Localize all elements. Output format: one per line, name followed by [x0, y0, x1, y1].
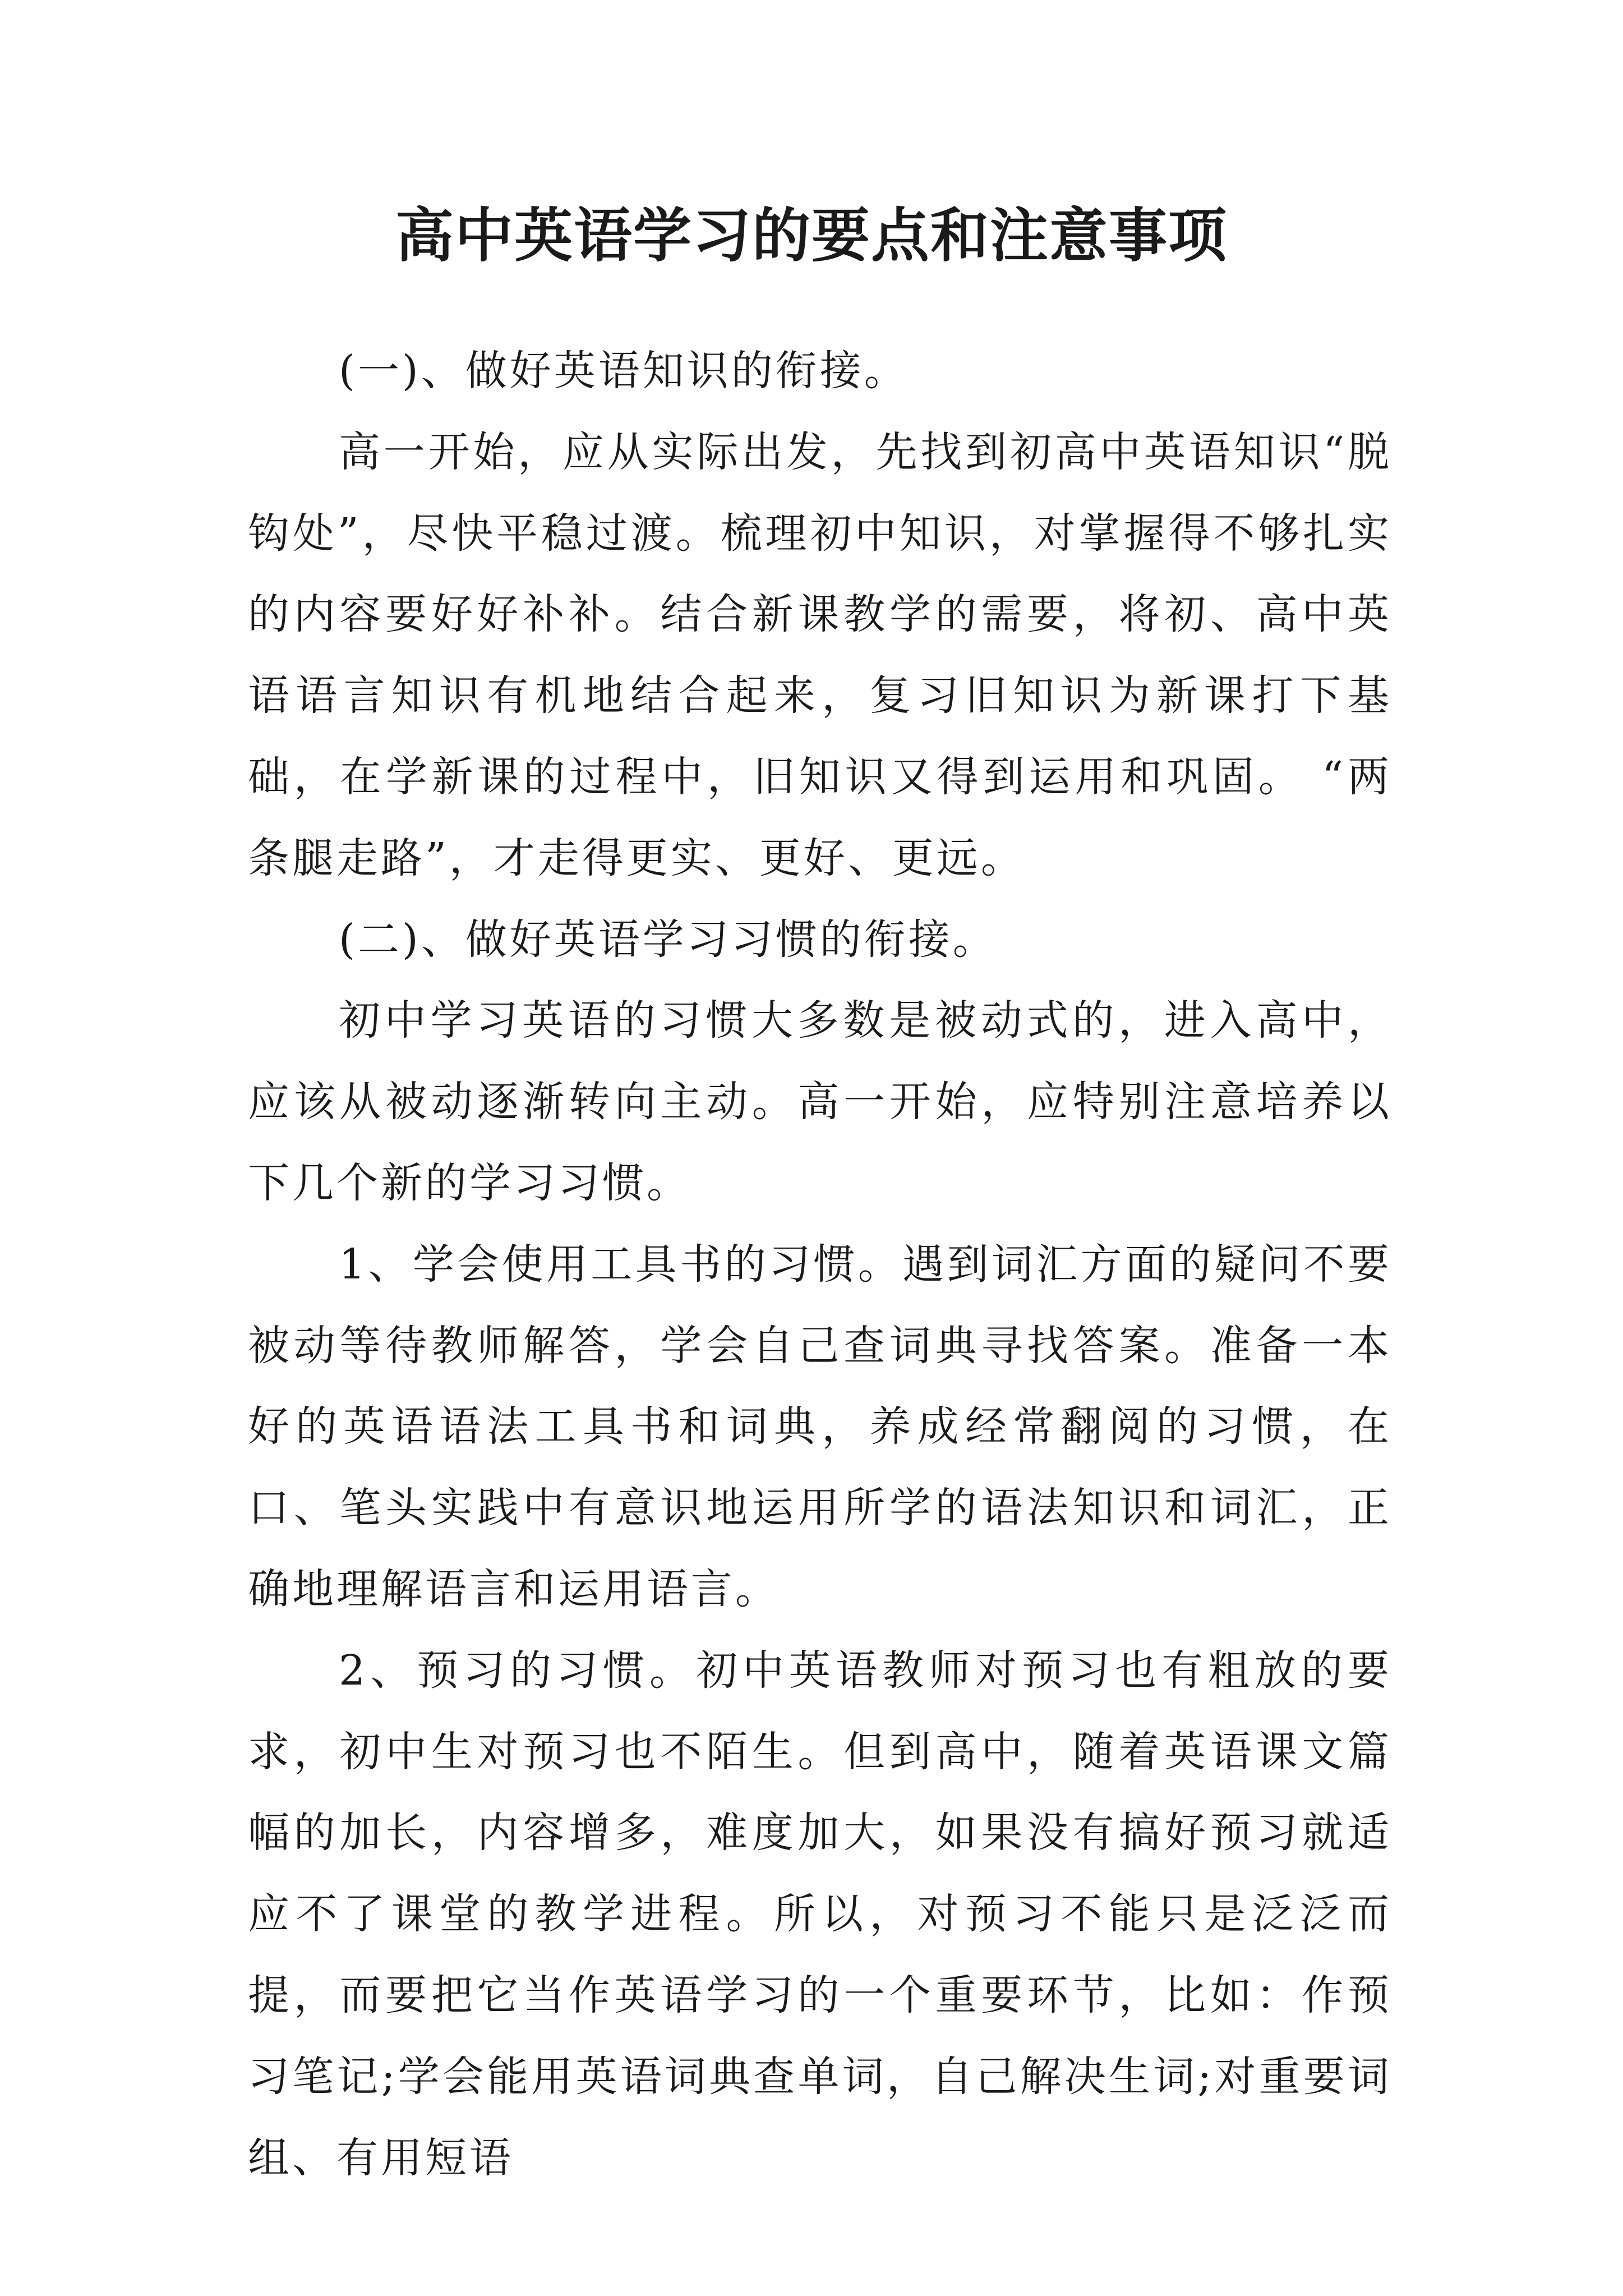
body-paragraph: 2、预习的习惯。初中英语教师对预习也有粗放的要求，初中生对预习也不陌生。但到高中，随着英语课文篇幅的加长，内容增多，难度加大，如果没有搞好预习就适应不了课堂的教学进程。所以，对预习不能只是泛泛而提，而要把它当作英语学习的一个重要环节，比如：作预习笔记;学会能用英语词典查单词，自己解决生词;对重要词组、有用短语	[248, 1646, 1392, 2182]
section-heading-1: (一)、做好英语知识的衔接。	[339, 347, 909, 395]
document-body	[248, 330, 1392, 2198]
section-heading-2: (二)、做好英语学习习惯的衔接。	[339, 915, 997, 964]
body-paragraph: 初中学习英语的习惯大多数是被动式的，进入高中，应该从被动逐渐转向主动。高一开始，应特别注意培养以下几个新的学习习惯。	[248, 996, 1392, 1207]
document-title: 高中英语学习的要点和注意事项	[395, 201, 1228, 270]
body-paragraph: 1、学会使用工具书的习惯。遇到词汇方面的疑问不要被动等待教师解答，学会自己查词典寻找答案。准备一本好的英语语法工具书和词典，养成经常翻阅的习惯，在口、笔头实践中有意识地运用所学的语法知识和词汇，正确地理解语言和运用语言。	[248, 1240, 1392, 1613]
body-paragraph: 高一开始，应从实际出发，先找到初高中英语知识“脱钩处”，尽快平稳过渡。梳理初中知识，对掌握得不够扎实的内容要好好补补。结合新课教学的需要，将初、高中英语语言知识有机地结合起来，复习旧知识为新课打下基础，在学新课的过程中，旧知识又得到运用和巩固。 “两条腿走路”，才走得更实、更好、更远。	[248, 427, 1392, 882]
